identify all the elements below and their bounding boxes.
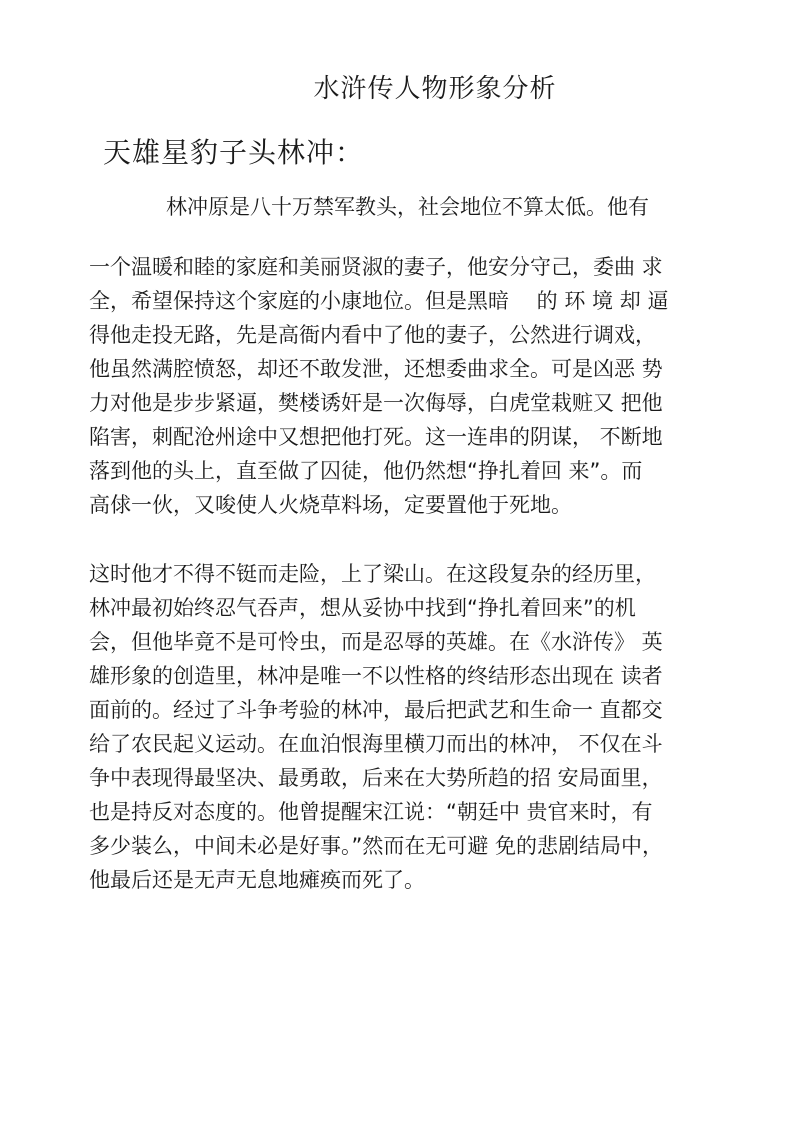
paragraph-3-line: 多少装么，中间未必是好事。”然而在无可避 免的悲剧结局中，	[89, 834, 664, 858]
paragraph-2-line: 陷害，刺配沧州途中又想把他打死。这一连串的阴谋， 不断地	[89, 425, 663, 449]
paragraph-2-line: 高俅一伙，又唆使人火烧草料场，定要置他于死地。	[89, 493, 572, 517]
paragraph-3-line: 也是持反对态度的。他曾提醒宋江说：“朝廷中 贵官来时，有	[89, 800, 653, 824]
paragraph-2-line: 得他走投无路，先是高衙内看中了他的妻子，公然进行调戏，	[89, 323, 656, 347]
paragraph-3-line: 会，但他毕竟不是可怜虫，而是忍辱的英雄。在《水浒传》 英	[89, 630, 663, 654]
paragraph-3-line: 争中表现得最坚决、最勇敢，后来在大势所趋的招 安局面里，	[89, 766, 663, 790]
paragraph-1-line: 林冲原是八十万禁军教头，社会地位不算太低。他有	[166, 195, 649, 219]
paragraph-2-line: 力对他是步步紧逼，樊楼诱奸是一次侮辱，白虎堂栽赃又 把他	[89, 391, 663, 415]
document-title: 水浒传人物形象分析	[313, 74, 557, 104]
paragraph-3-line: 这时他才不得不铤而走险，上了梁山。在这段复杂的经历里，	[89, 562, 656, 586]
paragraph-3-line: 给了农民起义运动。在血泊恨海里横刀而出的林冲， 不仅在斗	[89, 732, 663, 756]
paragraph-3-line: 面前的。经过了斗争考验的林冲，最后把武艺和生命一 直都交	[89, 698, 663, 722]
section-heading: 天雄星豹子头林冲：	[103, 136, 365, 169]
paragraph-2-line: 他虽然满腔愤怒，却还不敢发泄，还想委曲求全。可是凶恶 势	[89, 357, 663, 381]
paragraph-3-line: 雄形象的创造里，林冲是唯一不以性格的终结形态出现在 读者	[89, 664, 663, 688]
paragraph-3-line: 他最后还是无声无息地瘫痪而死了。	[89, 868, 425, 892]
paragraph-2-line: 全，希望保持这个家庭的小康地位。但是黑暗 的 环 境 却 逼	[89, 289, 669, 313]
paragraph-2-line: 一个温暖和睦的家庭和美丽贤淑的妻子，他安分守己，委曲 求	[89, 255, 663, 279]
paragraph-3-line: 林冲最初始终忍气吞声，想从妥协中找到“挣扎着回来”的机	[89, 596, 636, 620]
paragraph-2-line: 落到他的头上，直至做了囚徒，他仍然想“挣扎着回 来”。而	[89, 459, 643, 483]
